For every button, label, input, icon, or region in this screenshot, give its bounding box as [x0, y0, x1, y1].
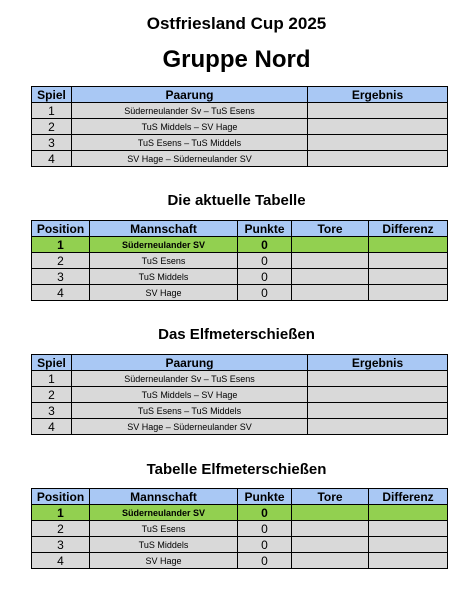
- match-result-cell[interactable]: [308, 403, 448, 419]
- column-header-paarung: Paarung: [72, 87, 308, 103]
- team-goals: [292, 537, 369, 553]
- match-result-cell[interactable]: [308, 371, 448, 387]
- match-result-cell[interactable]: [308, 103, 448, 119]
- column-header-paarung: Paarung: [72, 355, 308, 371]
- team-position: 4: [32, 285, 90, 301]
- team-goals: [292, 285, 369, 301]
- table-row: [32, 553, 448, 569]
- column-header-differenz: Differenz: [369, 489, 448, 505]
- team-position: 3: [32, 537, 90, 553]
- match-pairing: TuS Middels – SV Hage: [72, 387, 308, 403]
- column-header-spiel: Spiel: [32, 87, 72, 103]
- penalty-standings-table: [31, 488, 448, 569]
- column-header-mannschaft: Mannschaft: [90, 221, 238, 237]
- table-row-leader: [32, 237, 448, 253]
- team-points: 0: [238, 253, 292, 269]
- team-goals: [292, 253, 369, 269]
- table-header-row: [32, 221, 448, 237]
- current-table-heading: Die aktuelle Tabelle: [167, 192, 306, 209]
- cup-title: Ostfriesland Cup 2025: [146, 14, 327, 33]
- team-position: 2: [32, 253, 90, 269]
- matches-table: [31, 86, 448, 167]
- team-goals: [292, 505, 369, 521]
- team-points: 0: [238, 285, 292, 301]
- team-goals: [292, 237, 369, 253]
- match-result-cell[interactable]: [308, 387, 448, 403]
- table-row: [32, 403, 448, 419]
- team-position: 1: [32, 505, 90, 521]
- column-header-tore: Tore: [292, 221, 369, 237]
- team-goals: [292, 553, 369, 569]
- team-difference: [369, 537, 448, 553]
- team-points: 0: [238, 505, 292, 521]
- team-name: TuS Middels: [90, 269, 238, 285]
- team-name: TuS Middels: [90, 537, 238, 553]
- table-row: [32, 537, 448, 553]
- column-header-punkte: Punkte: [238, 489, 292, 505]
- team-difference: [369, 253, 448, 269]
- match-number: 1: [32, 103, 72, 119]
- table-row: [32, 269, 448, 285]
- team-points: 0: [238, 269, 292, 285]
- table-row: [32, 387, 448, 403]
- match-pairing: SV Hage – Süderneulander SV: [72, 151, 308, 167]
- table-row: [32, 419, 448, 435]
- column-header-position: Position: [32, 489, 90, 505]
- match-number: 1: [32, 371, 72, 387]
- table-row: [32, 521, 448, 537]
- match-result-cell[interactable]: [308, 151, 448, 167]
- team-goals: [292, 269, 369, 285]
- table-row: [32, 103, 448, 119]
- team-points: 0: [238, 237, 292, 253]
- group-title: Gruppe Nord: [162, 46, 311, 73]
- column-header-spiel: Spiel: [32, 355, 72, 371]
- team-goals: [292, 521, 369, 537]
- table-header-row: [32, 355, 448, 371]
- match-number: 4: [32, 419, 72, 435]
- match-pairing: TuS Esens – TuS Middels: [72, 403, 308, 419]
- team-points: 0: [238, 553, 292, 569]
- match-result-cell[interactable]: [308, 119, 448, 135]
- table-row-leader: [32, 505, 448, 521]
- team-position: 3: [32, 269, 90, 285]
- team-position: 4: [32, 553, 90, 569]
- team-name: SV Hage: [90, 553, 238, 569]
- team-position: 2: [32, 521, 90, 537]
- table-header-row: [32, 489, 448, 505]
- match-pairing: SV Hage – Süderneulander SV: [72, 419, 308, 435]
- team-name: TuS Esens: [90, 521, 238, 537]
- table-row: [32, 285, 448, 301]
- match-result-cell[interactable]: [308, 135, 448, 151]
- column-header-ergebnis: Ergebnis: [308, 355, 448, 371]
- table-row: [32, 135, 448, 151]
- match-result-cell[interactable]: [308, 419, 448, 435]
- table-header-row: [32, 87, 448, 103]
- team-difference: [369, 285, 448, 301]
- column-header-ergebnis: Ergebnis: [308, 87, 448, 103]
- column-header-punkte: Punkte: [238, 221, 292, 237]
- match-number: 2: [32, 387, 72, 403]
- match-pairing: TuS Middels – SV Hage: [72, 119, 308, 135]
- column-header-differenz: Differenz: [369, 221, 448, 237]
- match-pairing: TuS Esens – TuS Middels: [72, 135, 308, 151]
- match-number: 4: [32, 151, 72, 167]
- team-difference: [369, 553, 448, 569]
- column-header-tore: Tore: [292, 489, 369, 505]
- team-name: Süderneulander SV: [90, 505, 238, 521]
- penalty-matches-table: [31, 354, 448, 435]
- team-difference: [369, 237, 448, 253]
- column-header-position: Position: [32, 221, 90, 237]
- team-difference: [369, 521, 448, 537]
- match-number: 3: [32, 403, 72, 419]
- match-number: 3: [32, 135, 72, 151]
- team-name: SV Hage: [90, 285, 238, 301]
- team-position: 1: [32, 237, 90, 253]
- match-number: 2: [32, 119, 72, 135]
- match-pairing: Süderneulander Sv – TuS Esens: [72, 103, 308, 119]
- team-points: 0: [238, 537, 292, 553]
- table-row: [32, 151, 448, 167]
- penalty-table-heading: Tabelle Elfmeterschießen: [146, 461, 327, 478]
- team-name: TuS Esens: [90, 253, 238, 269]
- team-difference: [369, 269, 448, 285]
- current-standings-table: [31, 220, 448, 301]
- table-row: [32, 253, 448, 269]
- table-row: [32, 371, 448, 387]
- match-pairing: Süderneulander Sv – TuS Esens: [72, 371, 308, 387]
- penalty-matches-heading: Das Elfmeterschießen: [158, 326, 315, 343]
- team-name: Süderneulander SV: [90, 237, 238, 253]
- team-points: 0: [238, 521, 292, 537]
- column-header-mannschaft: Mannschaft: [90, 489, 238, 505]
- team-difference: [369, 505, 448, 521]
- table-row: [32, 119, 448, 135]
